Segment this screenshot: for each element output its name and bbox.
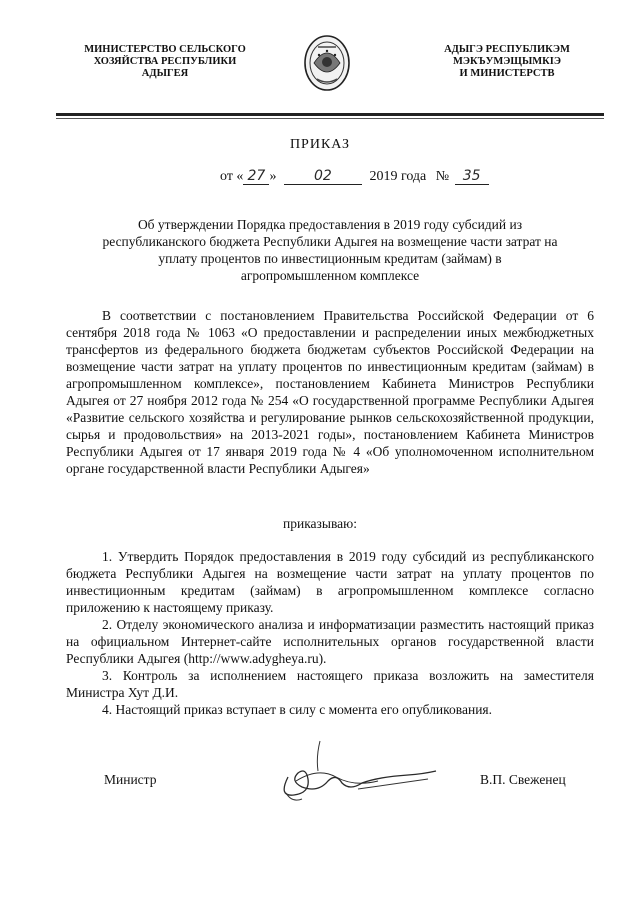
signatory-title: Министр [104,772,157,787]
preamble-paragraph [66,307,594,477]
header-right-line: МЭКЪУМЭЩЫМКIЭ [453,56,561,67]
header-left-line: ХОЗЯЙСТВА РЕСПУБЛИКИ [93,56,237,67]
order-item [66,701,594,718]
order-item-text: 3. Контроль за исполнением настоящего приказа возложить на заместителя Министра Хут Д.И. [66,668,594,700]
decree-word: приказываю: [283,516,357,531]
order-date-number-line [220,168,489,185]
header-left-line: МИНИСТЕРСТВО СЕЛЬСКОГО [84,44,246,55]
header-right-line: АДЫГЭ РЕСПУБЛИКЭМ [444,44,570,55]
header-right-ministry-name [412,44,602,80]
header-left-line: АДЫГЕЯ [141,68,189,79]
order-number-handwritten: 35 [455,168,489,185]
order-item [66,616,594,667]
order-date-prefix: от « [220,169,244,184]
order-number-sign: № [435,169,450,184]
order-item-text: 4. Настоящий приказ вступает в силу с момента его опубликования. [102,702,492,717]
header-divider-thick [56,113,604,116]
order-item [66,667,594,701]
header-left-ministry-name [60,44,270,80]
order-year: 2019 года [369,169,427,184]
coat-of-arms-emblem-icon [302,33,352,93]
header-divider-thin [56,118,604,119]
signatory-name: В.П. Свеженец [480,772,566,787]
order-day-handwritten: 27 [243,168,269,185]
order-item-text: 1. Утвердить Порядок предоставления в 2019 году субсидий из республиканского бюджета Республики Адыгея на возмещение части затрат на уплату процентов по инвестиционным кредитам (займам) в агропромышленном комплексе согласно приложению к настоящему приказу. [66,549,594,615]
order-subject: Об утверждении Порядка предоставления в 2019 году субсидий из республиканского бюджета Республики Адыгея на возмещение части затрат на уплату процентов по инвестиционным кредитам (займам) в агропромышленном комплексе [102,217,558,283]
order-item-text: 2. Отделу экономического анализа и информатизации разместить настоящий приказ на официальном Интернет-сайте исполнительных органов государственной власти Республики Адыгея (http://www.adygheya.ru). [66,617,594,666]
order-item [66,548,594,616]
order-month-handwritten: 02 [284,168,362,185]
order-title: ПРИКАЗ [289,137,351,152]
header-right-line: И МИНИСТЕРСТВ [459,68,555,79]
handwritten-signature-icon [258,737,448,807]
order-date-close-quote: » [269,169,277,184]
preamble-text: В соответствии с постановлением Правительства Российской Федерации от 6 сентября 2018 года № 1063 «О предоставлении и распределении иных межбюджетных трансфертов из федерального бюджета бюджетам субъектов Российской Федерации на возмещение части затрат на уплату процентов по инвестиционным кредитам (займам) в агропромышленном комплексе», постановлением Кабинета Министров Республики Адыгея от 27 ноября 2012 года № 254 «О государственной программе Республики Адыгея «Развитие сельского хозяйства и регулирование рынков сельскохозяйственной продукции, сырья и продовольствия» на 2013-2021 годы», постановлением Кабинета Министров Республики Адыгея от 17 января 2019 года № 4 «Об уполномоченном исполнительном органе государственной власти Республики Адыгея» [66,308,594,476]
order-items-list [66,548,594,718]
